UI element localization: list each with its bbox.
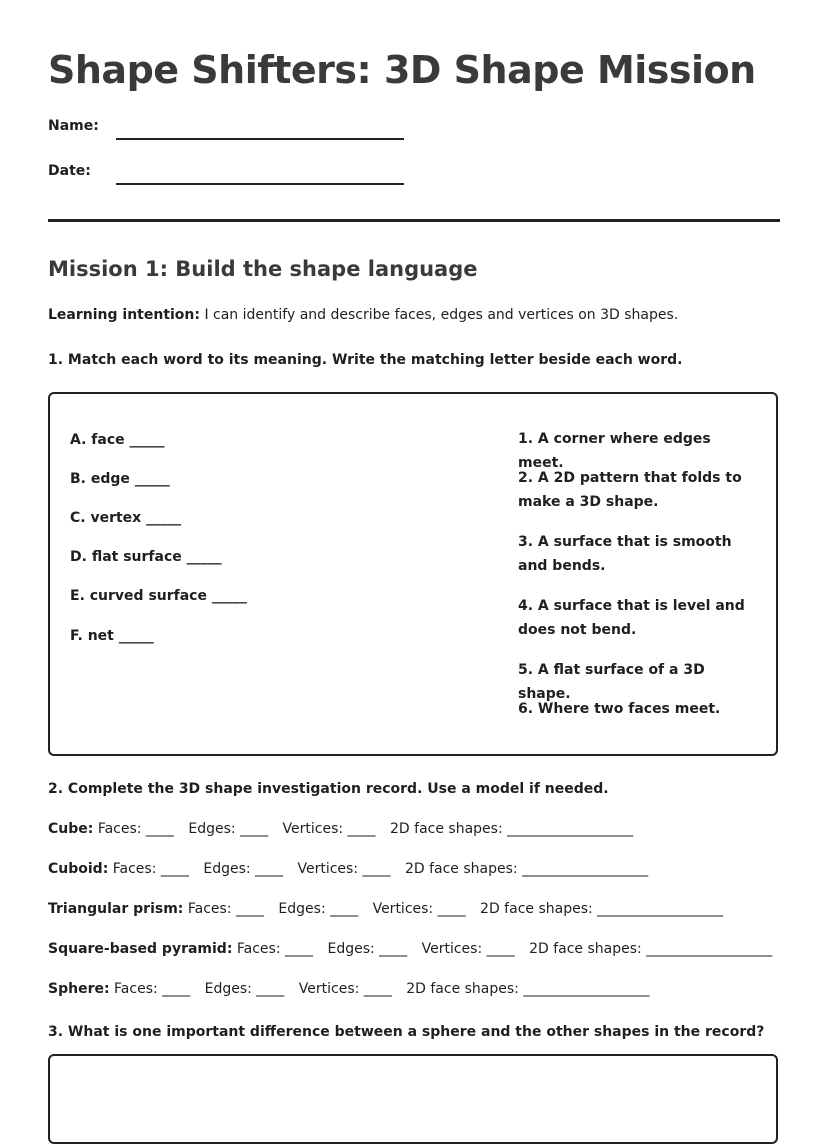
name-label: Name: [48, 118, 99, 134]
record-vertices[interactable]: Vertices: ____ [298, 981, 392, 997]
section-divider [48, 219, 780, 222]
matching-box [48, 392, 778, 756]
section-title: Mission 1: Build the shape language [48, 257, 478, 281]
record-shape: Cube: [48, 821, 94, 837]
word-item[interactable]: A. face _____ [70, 432, 165, 448]
date-label: Date: [48, 163, 91, 179]
record-shape: Sphere: [48, 981, 110, 997]
record-faces[interactable]: Faces: ____ [114, 981, 191, 997]
record-vertices[interactable]: Vertices: ____ [421, 941, 515, 957]
word-item[interactable]: F. net _____ [70, 628, 154, 644]
question-3: 3. What is one important difference between a sphere and the other shapes in the record? [48, 1024, 765, 1040]
record-face-shapes[interactable]: 2D face shapes: __________________ [480, 901, 724, 917]
record-faces[interactable]: Faces: ____ [187, 901, 264, 917]
name-field[interactable] [116, 138, 404, 140]
record-edges[interactable]: Edges: ____ [203, 861, 284, 877]
record-faces[interactable]: Faces: ____ [236, 941, 314, 957]
word-item[interactable]: E. curved surface _____ [70, 588, 247, 604]
record-face-shapes[interactable]: 2D face shapes: __________________ [390, 821, 634, 837]
word-item[interactable]: C. vertex _____ [70, 510, 182, 526]
record-shape: Cuboid: [48, 861, 109, 877]
record-vertices[interactable]: Vertices: ____ [297, 861, 391, 877]
record-row [48, 861, 648, 877]
record-face-shapes[interactable]: 2D face shapes: __________________ [406, 981, 650, 997]
record-faces[interactable]: Faces: ____ [97, 821, 174, 837]
record-vertices[interactable]: Vertices: ____ [372, 901, 466, 917]
record-edges[interactable]: Edges: ____ [327, 941, 408, 957]
definition-item: 5. A flat surface of a 3D shape. [518, 662, 705, 702]
word-item[interactable]: D. flat surface _____ [70, 549, 222, 565]
record-faces[interactable]: Faces: ____ [112, 861, 189, 877]
record-face-shapes[interactable]: 2D face shapes: __________________ [404, 861, 649, 877]
answer-box[interactable] [48, 1054, 778, 1144]
record-edges[interactable]: Edges: ____ [278, 901, 359, 917]
record-shape: Square-based pyramid: [48, 941, 233, 957]
record-row [48, 941, 772, 957]
learning-intention [48, 307, 678, 323]
definition-item: 6. Where two faces meet. [518, 701, 721, 717]
question-2: 2. Complete the 3D shape investigation record. Use a model if needed. [48, 781, 609, 797]
definition-item: 3. A surface that is smooth and bends. [518, 534, 732, 574]
page-title: Shape Shifters: 3D Shape Mission [48, 48, 756, 92]
definition-item: 4. A surface that is level and does not bend. [518, 598, 745, 638]
word-item[interactable]: B. edge _____ [70, 471, 170, 487]
record-edges[interactable]: Edges: ____ [204, 981, 285, 997]
intention-label: Learning intention: [48, 307, 200, 323]
date-field[interactable] [116, 183, 404, 185]
definition-item: 1. A corner where edges meet. [518, 431, 711, 471]
record-edges[interactable]: Edges: ____ [188, 821, 269, 837]
record-row [48, 901, 723, 917]
definition-item: 2. A 2D pattern that folds to make a 3D shape. [518, 470, 742, 510]
intention-text: I can identify and describe faces, edges and vertices on 3D shapes. [204, 307, 679, 323]
record-row [48, 821, 633, 837]
record-face-shapes[interactable]: 2D face shapes: __________________ [529, 941, 773, 957]
record-shape: Triangular prism: [48, 901, 184, 917]
question-1: 1. Match each word to its meaning. Write the matching letter beside each word. [48, 352, 683, 368]
record-row [48, 981, 649, 997]
record-vertices[interactable]: Vertices: ____ [282, 821, 376, 837]
